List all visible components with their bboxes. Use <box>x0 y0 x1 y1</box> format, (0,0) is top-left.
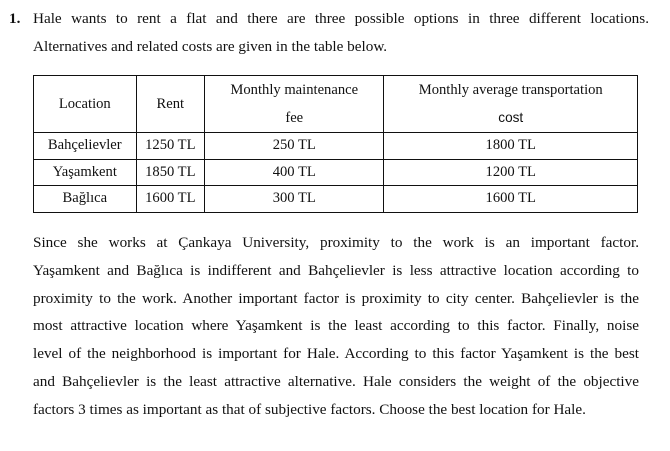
cell-rent: 1850 TL <box>136 159 204 186</box>
question-first-line <box>9 5 649 33</box>
table-row <box>34 159 638 186</box>
question-block <box>9 5 649 60</box>
paragraph-line: Since she works at Çankaya University, proximity to the work is an important factor. <box>33 234 639 251</box>
table-header-row <box>34 76 638 133</box>
paragraph-line: Yaşamkent and Bağlıca is indifferent and Bahçelievler is less attractive location according to <box>33 261 639 279</box>
question-text-line2: Alternatives and related costs are given in the table below. <box>33 37 388 55</box>
header-maintenance-line1: Monthly maintenance <box>230 82 359 98</box>
header-transportation-line1: Monthly average transportation <box>418 82 603 98</box>
table-row <box>34 186 638 213</box>
cell-transportation: 1600 TL <box>384 186 638 213</box>
paragraph-line: and Bahçelievler is the least attractive alternative. Hale considers the weight of the objective <box>33 372 639 390</box>
paragraph-line: factors 3 times as important as that of subjective factors. Choose the best location for Hale. <box>33 400 586 418</box>
cell-transportation: 1200 TL <box>384 159 638 186</box>
cell-location: Bağlıca <box>34 186 137 213</box>
question-text-line1: Hale wants to rent a flat and there are three possible options in three different locations. <box>33 10 649 27</box>
table-row <box>34 133 638 160</box>
description-paragraph <box>33 229 639 424</box>
cost-table <box>33 75 638 213</box>
cell-rent: 1250 TL <box>136 133 204 160</box>
header-maintenance-line2: fee <box>285 110 304 126</box>
header-transportation-line2: cost <box>498 110 524 125</box>
question-number: 1. <box>9 10 21 27</box>
paragraph-line: level of the neighborhood is important for Hale. According to this factor Yaşamkent is the best <box>33 345 639 363</box>
header-maintenance <box>205 76 384 133</box>
cell-maintenance: 300 TL <box>205 186 384 213</box>
header-location: Location <box>34 76 137 133</box>
cell-location: Bahçelievler <box>34 133 137 160</box>
cell-maintenance: 250 TL <box>205 133 384 160</box>
cell-location: Yaşamkent <box>34 159 137 186</box>
paragraph-line: most attractive location where Yaşamkent is the least according to this factor. Finally, noise <box>33 317 639 335</box>
cell-rent: 1600 TL <box>136 186 204 213</box>
cell-transportation: 1800 TL <box>384 133 638 160</box>
header-rent: Rent <box>136 76 204 133</box>
paragraph-line: proximity to the work. Another important factor is proximity to city center. Bahçelievler is the <box>33 289 639 307</box>
cell-maintenance: 400 TL <box>205 159 384 186</box>
header-transportation <box>384 76 638 133</box>
